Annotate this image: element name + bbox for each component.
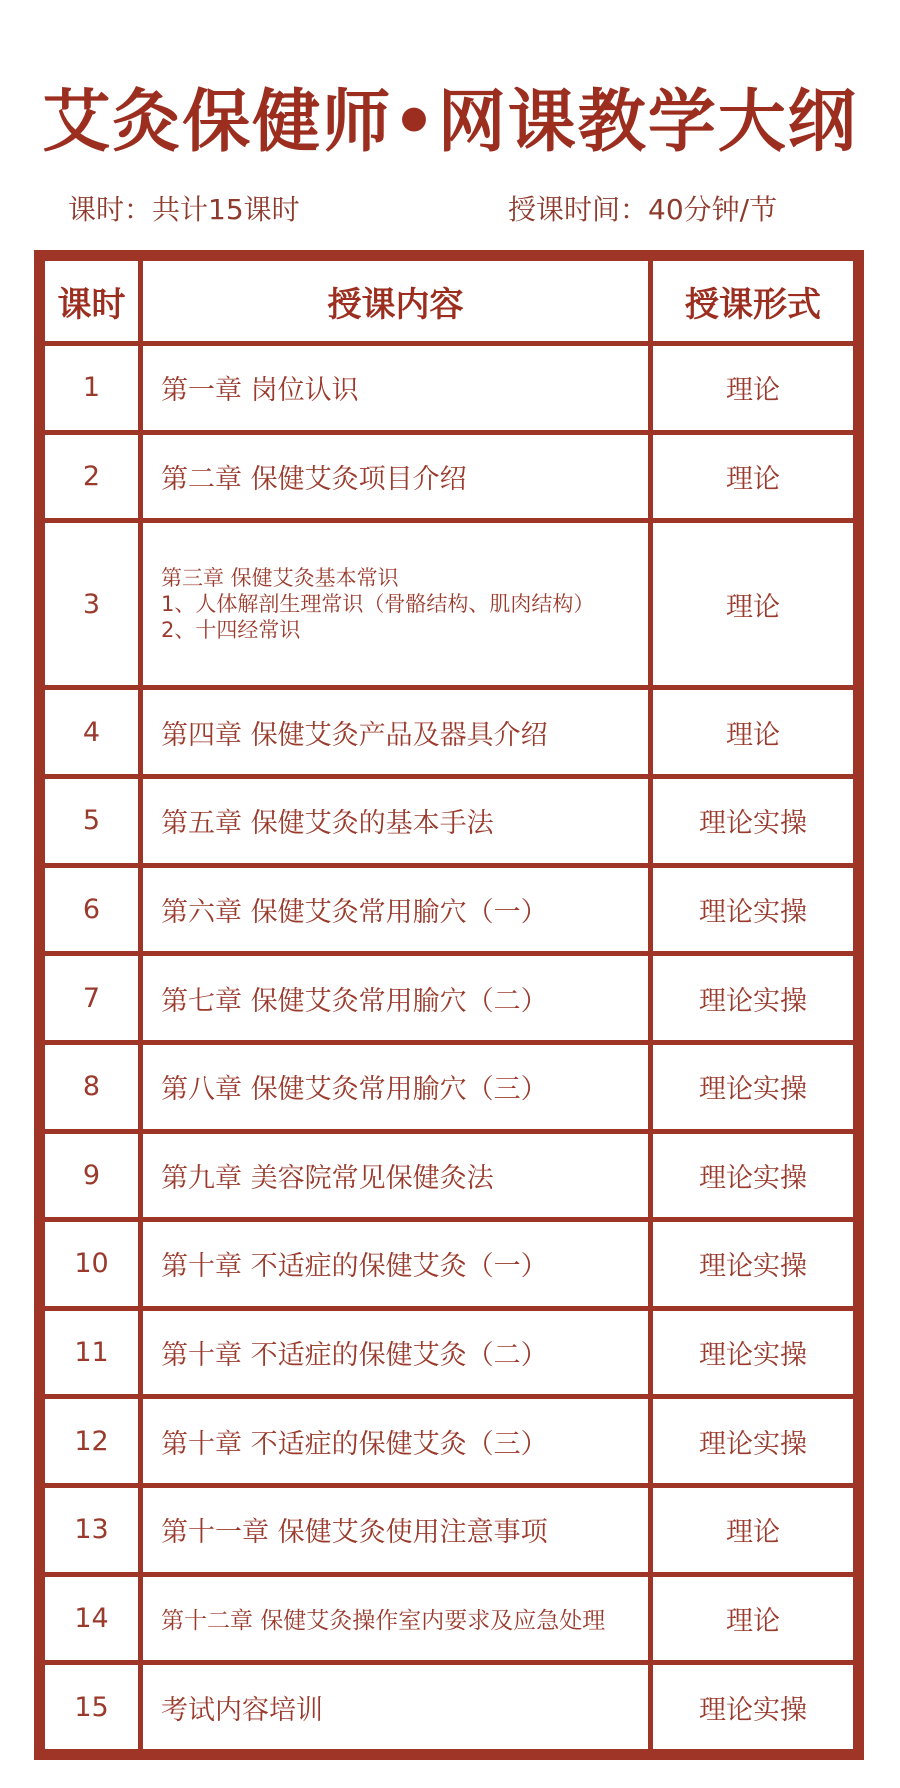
table-row xyxy=(43,1042,856,1131)
row-number: 15 xyxy=(43,1663,141,1752)
row-number: 9 xyxy=(43,1131,141,1220)
row-number: 7 xyxy=(43,954,141,1043)
row-number: 1 xyxy=(43,344,141,433)
row-format: 理论 xyxy=(651,344,856,433)
row-format: 理论 xyxy=(651,1486,856,1575)
row-content: 第十一章 保健艾灸使用注意事项 xyxy=(141,1486,651,1575)
syllabus-table xyxy=(34,250,864,1760)
row-format: 理论实操 xyxy=(651,954,856,1043)
header-format: 授课形式 xyxy=(651,259,856,344)
table-row xyxy=(43,1663,856,1752)
row-format: 理论 xyxy=(651,1574,856,1663)
row-format: 理论 xyxy=(651,521,856,688)
row-format: 理论实操 xyxy=(651,777,856,866)
row-content: 第十二章 保健艾灸操作室内要求及应急处理 xyxy=(141,1574,651,1663)
row-content-line: 2、十四经常识 xyxy=(161,618,301,643)
row-number: 5 xyxy=(43,777,141,866)
row-number: 2 xyxy=(43,432,141,521)
row-format: 理论 xyxy=(651,688,856,777)
table-row xyxy=(43,1486,856,1575)
row-content xyxy=(141,521,651,688)
row-number: 8 xyxy=(43,1042,141,1131)
row-number: 6 xyxy=(43,865,141,954)
row-content: 第四章 保健艾灸产品及器具介绍 xyxy=(141,688,651,777)
header-hours: 课时 xyxy=(43,259,141,344)
row-content: 第五章 保健艾灸的基本手法 xyxy=(141,777,651,866)
table-row xyxy=(43,1308,856,1397)
row-number: 10 xyxy=(43,1220,141,1309)
total-hours-label: 课时：共计15课时 xyxy=(68,193,300,226)
header-content: 授课内容 xyxy=(141,259,651,344)
row-content: 考试内容培训 xyxy=(141,1663,651,1752)
class-duration-label: 授课时间：40分钟/节 xyxy=(508,193,778,226)
table-row xyxy=(43,344,856,433)
table-row xyxy=(43,777,856,866)
table-row xyxy=(43,1397,856,1486)
row-number: 11 xyxy=(43,1308,141,1397)
row-content: 第十章 不适症的保健艾灸（二） xyxy=(141,1308,651,1397)
table-row xyxy=(43,432,856,521)
table-row xyxy=(43,954,856,1043)
row-number: 13 xyxy=(43,1486,141,1575)
row-format: 理论实操 xyxy=(651,1663,856,1752)
row-format: 理论实操 xyxy=(651,1131,856,1220)
row-content: 第十章 不适症的保健艾灸（一） xyxy=(141,1220,651,1309)
row-content-line: 第三章 保健艾灸基本常识 xyxy=(161,566,399,591)
table-row xyxy=(43,1220,856,1309)
table-row xyxy=(43,521,856,688)
row-content: 第十章 不适症的保健艾灸（三） xyxy=(141,1397,651,1486)
row-number: 3 xyxy=(43,521,141,688)
row-number: 14 xyxy=(43,1574,141,1663)
row-format: 理论 xyxy=(651,432,856,521)
row-content: 第七章 保健艾灸常用腧穴（二） xyxy=(141,954,651,1043)
page-title: 艾灸保健师•网课教学大纲 xyxy=(42,83,858,162)
row-format: 理论实操 xyxy=(651,1220,856,1309)
table-header-row xyxy=(43,259,856,344)
row-content: 第九章 美容院常见保健灸法 xyxy=(141,1131,651,1220)
row-format: 理论实操 xyxy=(651,1397,856,1486)
row-format: 理论实操 xyxy=(651,1308,856,1397)
table-row xyxy=(43,1574,856,1663)
row-format: 理论实操 xyxy=(651,1042,856,1131)
row-content: 第六章 保健艾灸常用腧穴（一） xyxy=(141,865,651,954)
row-number: 4 xyxy=(43,688,141,777)
table-row xyxy=(43,1131,856,1220)
table-row xyxy=(43,688,856,777)
row-content-line: 1、人体解剖生理常识（骨骼结构、肌肉结构） xyxy=(161,592,595,617)
row-content: 第八章 保健艾灸常用腧穴（三） xyxy=(141,1042,651,1131)
row-format: 理论实操 xyxy=(651,865,856,954)
row-content: 第一章 岗位认识 xyxy=(141,344,651,433)
row-content: 第二章 保健艾灸项目介绍 xyxy=(141,432,651,521)
row-number: 12 xyxy=(43,1397,141,1486)
table-row xyxy=(43,865,856,954)
